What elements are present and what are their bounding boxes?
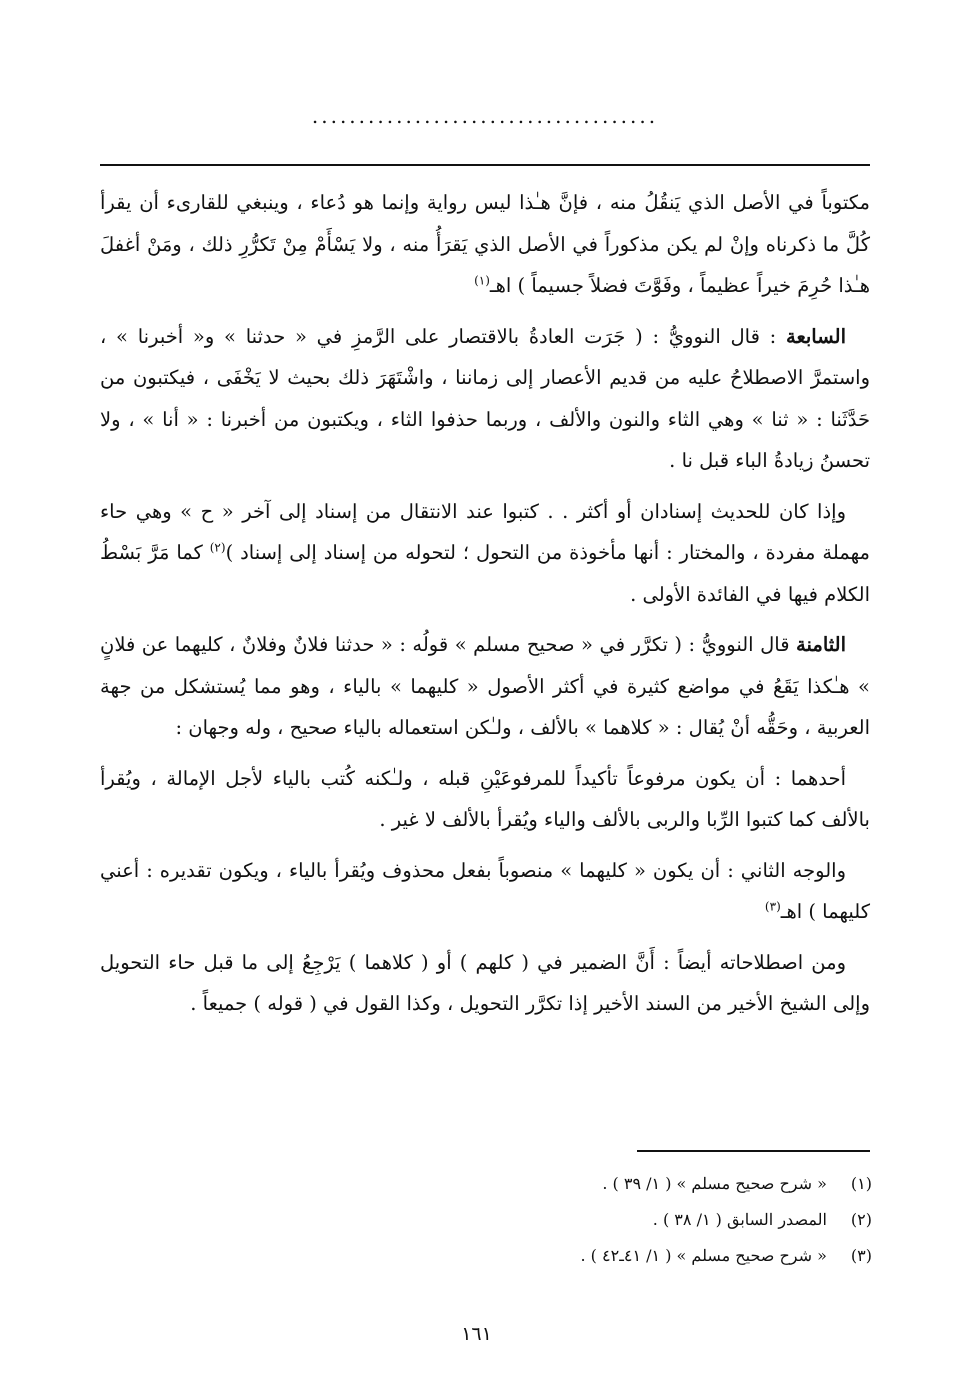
main-text xyxy=(100,182,870,1034)
paragraph-1 xyxy=(100,182,870,307)
paragraph-text: أحدهما : أن يكون مرفوعاً تأكيداً للمرفوعَيْنِ قبله ، ولـٰكنه كُتب بالياء لأجل الإمالة ، ويُقرأ بالألف كما كتبوا الرِّبا والربى بالألف والياء ويُقرأ بالألف لا غير . xyxy=(100,766,870,831)
footnote-rule xyxy=(637,1150,870,1152)
paragraph-3 xyxy=(100,491,870,616)
footnote-text: « شرح صحيح مسلم » ( ١/ ٣٩ ) . xyxy=(602,1174,827,1193)
footnote-1 xyxy=(100,1166,872,1202)
paragraph-text: والوجه الثاني : أن يكون « كليهما » منصوباً بفعل محذوف ويُقرأ بالياء ، ويكون تقديره : أعني كليهما ) اهـ xyxy=(100,858,870,923)
paragraph-text: مكتوباً في الأصل الذي يَنقُلُ منه ، فإنَّ هـٰذا ليس رواية وإنما هو دُعاء ، وينبغي للقارىء أن يقرأ كُلَّ ما ذكرناه وإنْ لم يكن مذكوراً في الأصل الذي يَقرَأُ منه ، ولا يَسْأَمْ مِنْ تَكرُّرِ ذلك ، ومَنْ أغفلَ هـٰذا حُرِمَ خيراً عظيماً ، وفَوَّتَ فضلاً جسيماً ) اهـ xyxy=(100,191,870,297)
footnote-number: (١) xyxy=(850,1174,872,1193)
paragraph-6 xyxy=(100,850,870,933)
paragraph-text: : قال النوويُّ : ( جَرَت العادةُ بالاقتصار على الرَّمزِ في « حدثنا » و« أخبرنا » ، واستمرَّ الاصطلاحُ عليه من قديم الأعصار إلى زماننا ، واشْتَهَرَ ذلك بحيث لا يَخْفَى ، فيكتبون من حَدَّثَنا : « ثنا » وهي الثاء والنون والألف ، وربما حذفوا الثاء ، ويكتبون من أخبرنا : « أنا » ، ولا تحسنُ زيادةُ الباء قبل نا . xyxy=(100,324,870,472)
footnote-ref: (٢) xyxy=(209,540,226,555)
section-lead-eighth: الثامنة xyxy=(796,633,846,656)
paragraph-5 xyxy=(100,758,870,841)
header-dotted-line: ..................................... xyxy=(311,106,659,126)
footnote-number: (٣) xyxy=(850,1246,872,1265)
paragraph-7 xyxy=(100,942,870,1025)
footnote-text: المصدر السابق ( ١/ ٣٨ ) . xyxy=(652,1210,827,1229)
paragraph-text: قال النوويُّ : ( تكرَّر في « صحيح مسلم » قولُه : « حدثنا فلانٌ وفلانٌ ، كليهما عن فلانٍ » هـٰكذا يَقَعُ في مواضع كثيرة في أكثر الأصول « كليهما » بالياء ، وهو مما يُستشكل من جهة العربية ، وحَقُّه أنْ يُقال : « كلاهما » بالألف ، ولـٰكن استعماله بالياء صحيح ، وله وجهان : xyxy=(100,633,870,739)
paragraph-4 xyxy=(100,624,870,749)
header-rule xyxy=(100,164,870,166)
paragraph-text: ومن اصطلاحاته أيضاً : أَنَّ الضمير في ( كلهم ) أو ( كلاهما ) يَرْجِعُ إلى ما قبل حاء التحويل وإلى الشيخ الأخير من السند الأخير إذا تكرَّر التحويل ، وكذا القول في ( قوله ) جميعاً . xyxy=(100,950,870,1015)
footnote-text: « شرح صحيح مسلم » ( ١/ ٤١ـ٤٢ ) . xyxy=(580,1246,827,1265)
paragraph-text: وإذا كان للحديث إسنادان أو أكثر . . كتبوا عند الانتقال من إسناد إلى آخر « ح » وهي حاء مهملة مفردة ، والمختار : أنها مأخوذة من التحول ؛ لتحوله من إسناد إلى إسناد ) xyxy=(100,499,870,564)
footnotes xyxy=(100,1166,872,1274)
footnote-number: (٢) xyxy=(850,1210,872,1229)
paragraph-text-tail: كما مَرَّ بَسْطُ الكلام فيها في الفائدة الأولى . xyxy=(100,541,870,606)
section-lead-seventh: السابعة xyxy=(786,324,846,348)
footnote-3 xyxy=(100,1238,872,1274)
footnote-ref: (١) xyxy=(474,273,490,288)
footnote-ref: (٣) xyxy=(764,899,781,914)
page-number: ١٦١ xyxy=(461,1323,492,1345)
paragraph-2 xyxy=(100,316,870,482)
footnote-2 xyxy=(100,1202,872,1238)
